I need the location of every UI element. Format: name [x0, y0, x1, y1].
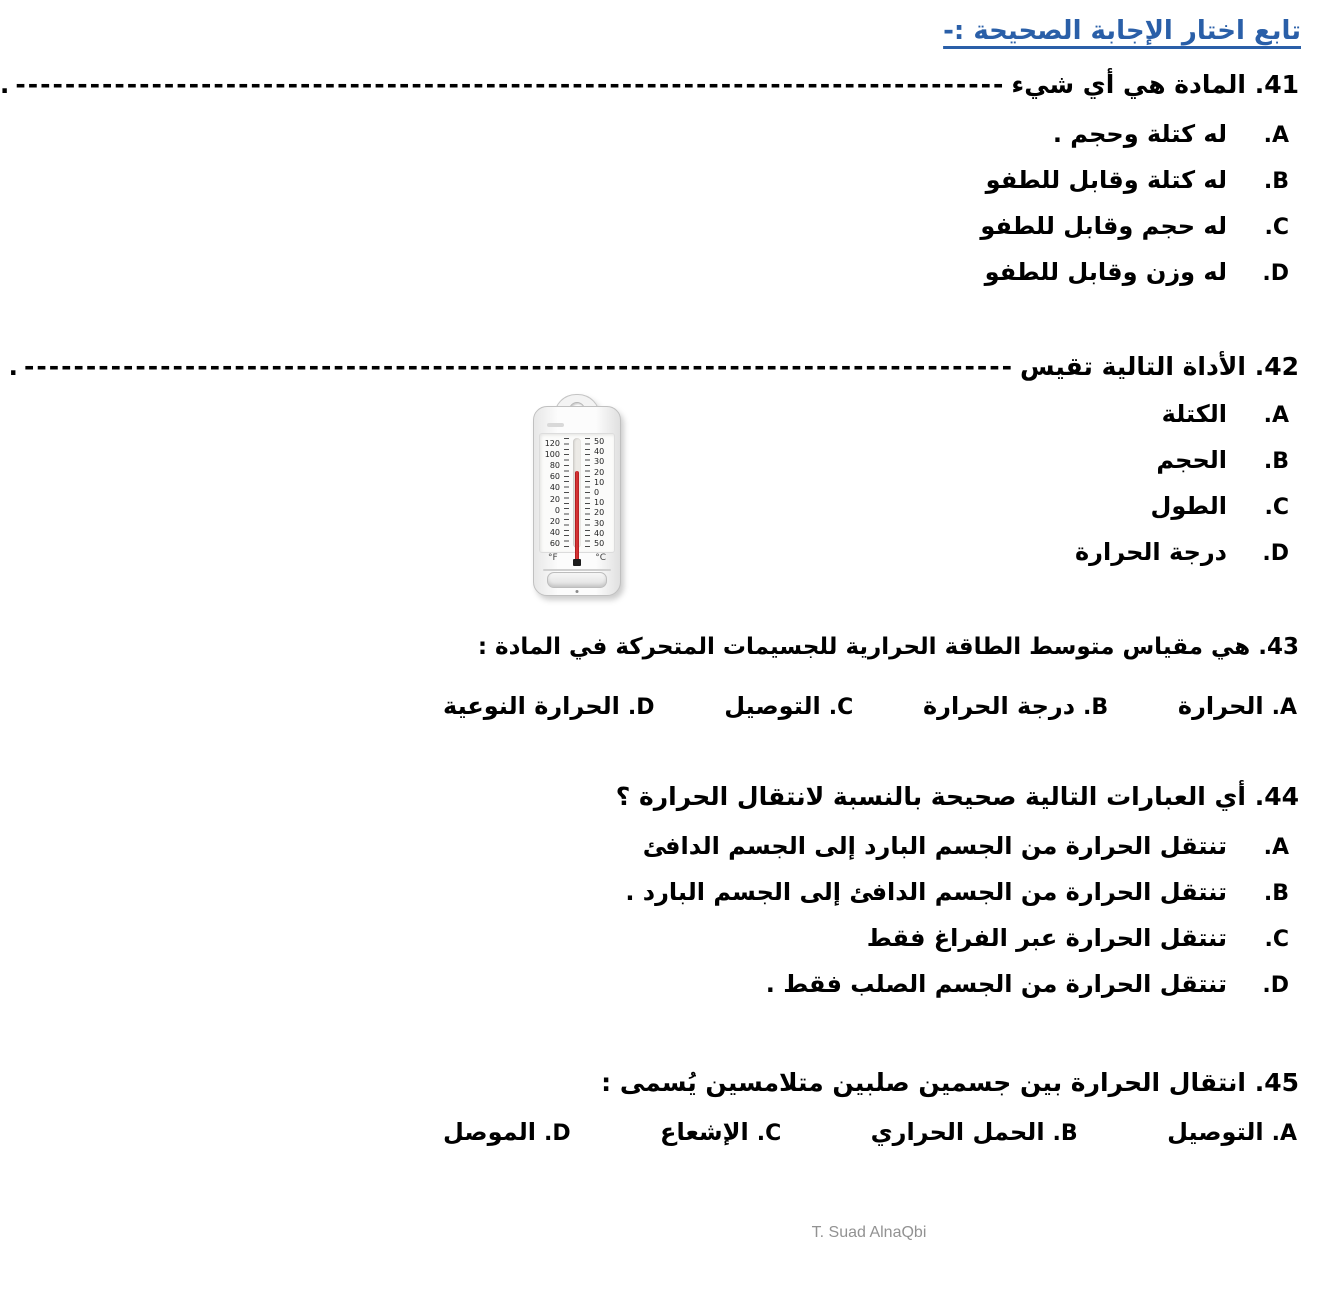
- question-42-text: 42. الأداة التالية تقيس: [1020, 352, 1299, 381]
- option-text: له كتلة وقابل للطفو: [985, 166, 1227, 194]
- option-text: درجة الحرارة: [923, 692, 1076, 720]
- option-row-44a: [419, 832, 1319, 878]
- thermometer-slot: [543, 569, 611, 571]
- thermometer-body: [533, 406, 621, 596]
- option-row-41a: [419, 120, 1319, 166]
- option-43b: [923, 692, 1108, 720]
- option-letter: D.: [1262, 973, 1289, 998]
- option-text: الكتلة: [1161, 400, 1227, 428]
- option-letter: D.: [544, 1121, 571, 1146]
- option-text: تنتقل الحرارة من الجسم البارد إلى الجسم الدافئ: [642, 832, 1227, 860]
- option-45c: [660, 1118, 781, 1146]
- option-43c: [724, 692, 853, 720]
- question-44-prompt: 44. أي العبارات التالية صحيحة بالنسبة لانتقال الحرارة ؟: [615, 782, 1299, 811]
- question-43-options: [443, 692, 1297, 720]
- option-text: الإشعاع: [660, 1118, 749, 1146]
- thermo-mercury-column: [575, 471, 579, 563]
- option-text: درجة الحرارة: [1074, 538, 1227, 566]
- option-45b: [871, 1118, 1078, 1146]
- question-43-prompt: 43. هي مقياس متوسط الطاقة الحرارية للجسيمات المتحركة في المادة :: [477, 634, 1299, 660]
- option-text: الطول: [1150, 492, 1227, 520]
- option-letter: C.: [1264, 927, 1289, 952]
- option-row-41d: [419, 258, 1319, 304]
- option-text: الحرارة النوعية: [443, 692, 620, 720]
- question-45-options: [443, 1118, 1297, 1146]
- thermo-ticks-left: [564, 438, 569, 548]
- option-text: الموصل: [443, 1118, 536, 1146]
- option-row-44c: [419, 924, 1319, 970]
- question-41-blank-end: .: [0, 70, 10, 99]
- thermometer-stand: [547, 572, 607, 588]
- option-row-41b: [419, 166, 1319, 212]
- option-text: الحجم: [1156, 446, 1227, 474]
- option-letter: C.: [756, 1121, 782, 1146]
- option-letter: B.: [1263, 449, 1289, 474]
- option-letter: C.: [1264, 495, 1289, 520]
- option-row-41c: [419, 212, 1319, 258]
- thermometer-image: [529, 394, 625, 596]
- option-text: التوصيل: [724, 692, 821, 720]
- thermo-f-scale: 120 100 80 60 40 20 0 20 40 60: [544, 439, 560, 548]
- question-44-options: [419, 832, 1319, 1016]
- option-text: الحرارة: [1177, 692, 1264, 720]
- question-41-prompt: [0, 70, 1299, 99]
- thermometer-screw: [576, 590, 579, 593]
- option-letter: B.: [1052, 1121, 1078, 1146]
- option-row-44b: [419, 878, 1319, 924]
- option-45a: [1167, 1118, 1297, 1146]
- question-41-text: 41. المادة هي أي شيء: [1011, 70, 1299, 99]
- option-text: تنتقل الحرارة عبر الفراغ فقط: [866, 924, 1227, 952]
- question-42-blank-end: .: [8, 352, 18, 381]
- page-title: تابع اختار الإجابة الصحيحة :-: [943, 16, 1301, 46]
- question-41-blank-line: --------------------------------------------------------------------------------: [15, 70, 1006, 99]
- option-letter: D.: [627, 695, 655, 720]
- question-42-blank-line: --------------------------------------------------------------------------------: [23, 352, 1015, 381]
- question-42-prompt: [8, 352, 1299, 381]
- option-text: تنتقل الحرارة من الجسم الدافئ إلى الجسم البارد .: [625, 878, 1227, 906]
- option-row-44d: [419, 970, 1319, 1016]
- option-45d: [443, 1118, 571, 1146]
- option-letter: B.: [1263, 169, 1289, 194]
- option-letter: D.: [1262, 541, 1289, 566]
- option-letter: C.: [1264, 215, 1289, 240]
- thermo-c-scale: 50 40 30 20 10 0 10 20 30 40 50: [594, 437, 605, 548]
- option-43d: [443, 692, 654, 720]
- option-letter: D.: [1262, 261, 1289, 286]
- question-45-prompt: 45. انتقال الحرارة بين جسمين صلبين متلامسين يُسمى :: [601, 1068, 1299, 1097]
- option-letter: A.: [1271, 695, 1297, 720]
- option-letter: A.: [1263, 403, 1289, 428]
- option-43a: [1178, 692, 1297, 720]
- celsius-label: °C: [595, 553, 606, 563]
- footer-credit: T. Suad AlnaQbi: [811, 1224, 927, 1241]
- option-letter: B.: [1263, 881, 1289, 906]
- option-letter: A.: [1263, 123, 1289, 148]
- option-letter: A.: [1271, 1121, 1297, 1146]
- option-text: التوصيل: [1167, 1118, 1264, 1146]
- fahrenheit-label: °F: [548, 553, 558, 563]
- thermometer-brand-mark: [547, 423, 564, 427]
- option-text: تنتقل الحرارة من الجسم الصلب فقط .: [765, 970, 1227, 998]
- option-letter: C.: [828, 695, 854, 720]
- option-text: الحمل الحراري: [870, 1118, 1045, 1146]
- question-41-options: [419, 120, 1319, 304]
- option-letter: B.: [1083, 695, 1109, 720]
- option-text: له حجم وقابل للطفو: [980, 212, 1227, 240]
- thermo-ticks-right: [585, 438, 590, 548]
- option-text: له وزن وقابل للطفو: [984, 258, 1227, 286]
- option-text: له كتلة وحجم .: [1052, 120, 1227, 148]
- option-letter: A.: [1263, 835, 1289, 860]
- thermo-unit-labels: [542, 553, 612, 563]
